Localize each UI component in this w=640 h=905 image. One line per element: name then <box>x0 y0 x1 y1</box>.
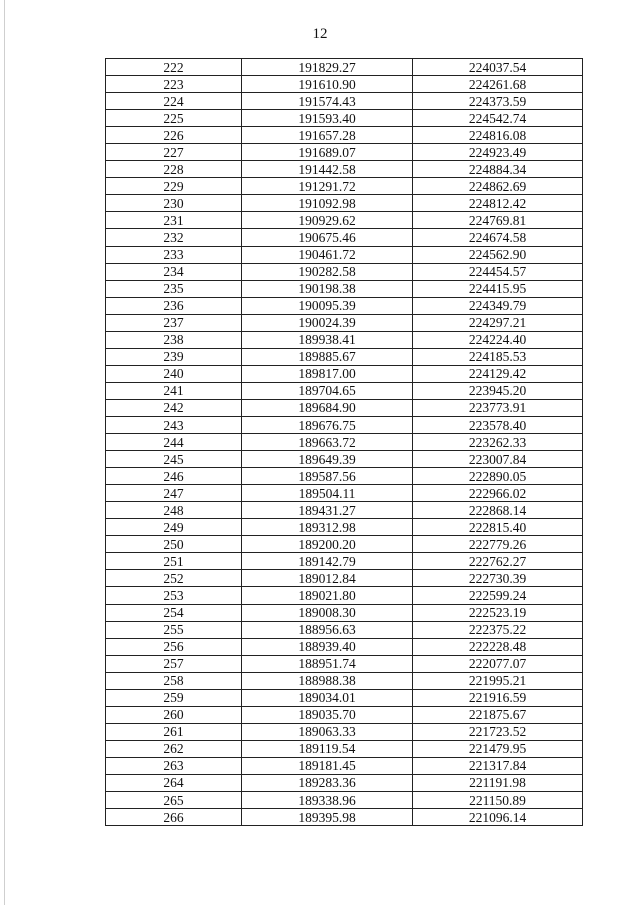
table-row <box>106 468 583 485</box>
x-coordinate-cell: 189663.72 <box>242 434 413 451</box>
table-row <box>106 297 583 314</box>
point-number-cell: 226 <box>106 127 242 144</box>
x-coordinate-cell: 189587.56 <box>242 468 413 485</box>
point-number-cell: 251 <box>106 553 242 570</box>
x-coordinate-cell: 189938.41 <box>242 331 413 348</box>
y-coordinate-cell: 224415.95 <box>413 280 583 297</box>
y-coordinate-cell: 222890.05 <box>413 468 583 485</box>
x-coordinate-cell: 189035.70 <box>242 706 413 723</box>
y-coordinate-cell: 224769.81 <box>413 212 583 229</box>
table-row <box>106 570 583 587</box>
point-number-cell: 257 <box>106 655 242 672</box>
y-coordinate-cell: 223007.84 <box>413 451 583 468</box>
x-coordinate-cell: 189817.00 <box>242 365 413 382</box>
y-coordinate-cell: 221995.21 <box>413 672 583 689</box>
y-coordinate-cell: 224674.58 <box>413 229 583 246</box>
x-coordinate-cell: 189008.30 <box>242 604 413 621</box>
y-coordinate-cell: 221191.98 <box>413 774 583 791</box>
x-coordinate-cell: 190095.39 <box>242 297 413 314</box>
y-coordinate-cell: 223578.40 <box>413 416 583 433</box>
point-number-cell: 225 <box>106 110 242 127</box>
table-row <box>106 757 583 774</box>
x-coordinate-cell: 191657.28 <box>242 127 413 144</box>
y-coordinate-cell: 222815.40 <box>413 519 583 536</box>
x-coordinate-cell: 188956.63 <box>242 621 413 638</box>
point-number-cell: 231 <box>106 212 242 229</box>
point-number-cell: 252 <box>106 570 242 587</box>
point-number-cell: 260 <box>106 706 242 723</box>
page-left-edge-rule <box>4 0 5 905</box>
table-row <box>106 706 583 723</box>
y-coordinate-cell: 222779.26 <box>413 536 583 553</box>
point-number-cell: 241 <box>106 382 242 399</box>
x-coordinate-cell: 189312.98 <box>242 519 413 536</box>
table-row <box>106 280 583 297</box>
y-coordinate-cell: 221723.52 <box>413 723 583 740</box>
table-row <box>106 416 583 433</box>
point-number-cell: 263 <box>106 757 242 774</box>
x-coordinate-cell: 189012.84 <box>242 570 413 587</box>
table-row <box>106 740 583 757</box>
table-row <box>106 127 583 144</box>
x-coordinate-cell: 190675.46 <box>242 229 413 246</box>
point-number-cell: 253 <box>106 587 242 604</box>
x-coordinate-cell: 189338.96 <box>242 792 413 809</box>
y-coordinate-cell: 224185.53 <box>413 348 583 365</box>
x-coordinate-cell: 190282.58 <box>242 263 413 280</box>
point-number-cell: 240 <box>106 365 242 382</box>
y-coordinate-cell: 222868.14 <box>413 502 583 519</box>
table-row <box>106 110 583 127</box>
x-coordinate-cell: 189200.20 <box>242 536 413 553</box>
page-number: 12 <box>312 26 328 42</box>
x-coordinate-cell: 189181.45 <box>242 757 413 774</box>
point-number-cell: 245 <box>106 451 242 468</box>
x-coordinate-cell: 191574.43 <box>242 93 413 110</box>
point-number-cell: 235 <box>106 280 242 297</box>
table-row <box>106 195 583 212</box>
table-row <box>106 348 583 365</box>
point-number-cell: 228 <box>106 161 242 178</box>
y-coordinate-cell: 222599.24 <box>413 587 583 604</box>
table-row <box>106 161 583 178</box>
table-row <box>106 792 583 809</box>
x-coordinate-cell: 189704.65 <box>242 382 413 399</box>
point-number-cell: 259 <box>106 689 242 706</box>
y-coordinate-cell: 221916.59 <box>413 689 583 706</box>
x-coordinate-cell: 189649.39 <box>242 451 413 468</box>
y-coordinate-cell: 224884.34 <box>413 161 583 178</box>
table-row <box>106 587 583 604</box>
x-coordinate-cell: 189063.33 <box>242 723 413 740</box>
x-coordinate-cell: 188951.74 <box>242 655 413 672</box>
point-number-cell: 248 <box>106 502 242 519</box>
table-row <box>106 621 583 638</box>
y-coordinate-cell: 221875.67 <box>413 706 583 723</box>
table-row <box>106 519 583 536</box>
table-row <box>106 263 583 280</box>
x-coordinate-cell: 191689.07 <box>242 144 413 161</box>
y-coordinate-cell: 221150.89 <box>413 792 583 809</box>
x-coordinate-cell: 189431.27 <box>242 502 413 519</box>
table-row <box>106 485 583 502</box>
point-number-cell: 233 <box>106 246 242 263</box>
y-coordinate-cell: 223262.33 <box>413 434 583 451</box>
y-coordinate-cell: 222762.27 <box>413 553 583 570</box>
table-row <box>106 604 583 621</box>
y-coordinate-cell: 224454.57 <box>413 263 583 280</box>
point-number-cell: 239 <box>106 348 242 365</box>
x-coordinate-cell: 191291.72 <box>242 178 413 195</box>
y-coordinate-cell: 224224.40 <box>413 331 583 348</box>
point-number-cell: 261 <box>106 723 242 740</box>
table-row <box>106 672 583 689</box>
table-row <box>106 246 583 263</box>
y-coordinate-cell: 223945.20 <box>413 382 583 399</box>
point-number-cell: 244 <box>106 434 242 451</box>
table-row <box>106 553 583 570</box>
point-number-cell: 255 <box>106 621 242 638</box>
x-coordinate-cell: 189676.75 <box>242 416 413 433</box>
table-row <box>106 382 583 399</box>
y-coordinate-cell: 221096.14 <box>413 809 583 826</box>
table-row <box>106 144 583 161</box>
y-coordinate-cell: 224816.08 <box>413 127 583 144</box>
y-coordinate-cell: 224349.79 <box>413 297 583 314</box>
point-number-cell: 227 <box>106 144 242 161</box>
y-coordinate-cell: 224129.42 <box>413 365 583 382</box>
point-number-cell: 237 <box>106 314 242 331</box>
point-number-cell: 264 <box>106 774 242 791</box>
x-coordinate-cell: 189021.80 <box>242 587 413 604</box>
table-row <box>106 809 583 826</box>
table-row <box>106 536 583 553</box>
table-row <box>106 59 583 76</box>
y-coordinate-cell: 221479.95 <box>413 740 583 757</box>
x-coordinate-cell: 191593.40 <box>242 110 413 127</box>
y-coordinate-cell: 224812.42 <box>413 195 583 212</box>
point-number-cell: 229 <box>106 178 242 195</box>
point-number-cell: 262 <box>106 740 242 757</box>
x-coordinate-cell: 190461.72 <box>242 246 413 263</box>
table-row <box>106 502 583 519</box>
point-number-cell: 254 <box>106 604 242 621</box>
table-row <box>106 76 583 93</box>
coordinates-table-body <box>106 59 583 826</box>
point-number-cell: 238 <box>106 331 242 348</box>
point-number-cell: 250 <box>106 536 242 553</box>
x-coordinate-cell: 189504.11 <box>242 485 413 502</box>
x-coordinate-cell: 191442.58 <box>242 161 413 178</box>
table-row <box>106 434 583 451</box>
point-number-cell: 230 <box>106 195 242 212</box>
x-coordinate-cell: 190024.39 <box>242 314 413 331</box>
y-coordinate-cell: 224261.68 <box>413 76 583 93</box>
point-number-cell: 232 <box>106 229 242 246</box>
point-number-cell: 234 <box>106 263 242 280</box>
x-coordinate-cell: 191610.90 <box>242 76 413 93</box>
x-coordinate-cell: 189119.54 <box>242 740 413 757</box>
y-coordinate-cell: 222966.02 <box>413 485 583 502</box>
table-row <box>106 689 583 706</box>
x-coordinate-cell: 189034.01 <box>242 689 413 706</box>
x-coordinate-cell: 189885.67 <box>242 348 413 365</box>
x-coordinate-cell: 189395.98 <box>242 809 413 826</box>
y-coordinate-cell: 221317.84 <box>413 757 583 774</box>
table-row <box>106 655 583 672</box>
y-coordinate-cell: 222730.39 <box>413 570 583 587</box>
table-row <box>106 331 583 348</box>
table-row <box>106 774 583 791</box>
y-coordinate-cell: 222375.22 <box>413 621 583 638</box>
point-number-cell: 223 <box>106 76 242 93</box>
x-coordinate-cell: 188988.38 <box>242 672 413 689</box>
point-number-cell: 247 <box>106 485 242 502</box>
point-number-cell: 224 <box>106 93 242 110</box>
point-number-cell: 249 <box>106 519 242 536</box>
point-number-cell: 242 <box>106 399 242 416</box>
table-row <box>106 93 583 110</box>
y-coordinate-cell: 224373.59 <box>413 93 583 110</box>
x-coordinate-cell: 191092.98 <box>242 195 413 212</box>
point-number-cell: 246 <box>106 468 242 485</box>
point-number-cell: 243 <box>106 416 242 433</box>
point-number-cell: 266 <box>106 809 242 826</box>
y-coordinate-cell: 224037.54 <box>413 59 583 76</box>
coordinates-table <box>105 58 583 826</box>
table-row <box>106 638 583 655</box>
table-row <box>106 723 583 740</box>
x-coordinate-cell: 188939.40 <box>242 638 413 655</box>
point-number-cell: 222 <box>106 59 242 76</box>
x-coordinate-cell: 191829.27 <box>242 59 413 76</box>
x-coordinate-cell: 190929.62 <box>242 212 413 229</box>
table-row <box>106 229 583 246</box>
x-coordinate-cell: 189142.79 <box>242 553 413 570</box>
y-coordinate-cell: 222228.48 <box>413 638 583 655</box>
y-coordinate-cell: 224542.74 <box>413 110 583 127</box>
point-number-cell: 265 <box>106 792 242 809</box>
x-coordinate-cell: 189684.90 <box>242 399 413 416</box>
table-row <box>106 451 583 468</box>
y-coordinate-cell: 224297.21 <box>413 314 583 331</box>
x-coordinate-cell: 189283.36 <box>242 774 413 791</box>
table-row <box>106 365 583 382</box>
table-row <box>106 178 583 195</box>
y-coordinate-cell: 224562.90 <box>413 246 583 263</box>
y-coordinate-cell: 222077.07 <box>413 655 583 672</box>
table-row <box>106 212 583 229</box>
table-row <box>106 399 583 416</box>
y-coordinate-cell: 224923.49 <box>413 144 583 161</box>
point-number-cell: 258 <box>106 672 242 689</box>
point-number-cell: 256 <box>106 638 242 655</box>
y-coordinate-cell: 223773.91 <box>413 399 583 416</box>
y-coordinate-cell: 224862.69 <box>413 178 583 195</box>
x-coordinate-cell: 190198.38 <box>242 280 413 297</box>
point-number-cell: 236 <box>106 297 242 314</box>
table-row <box>106 314 583 331</box>
y-coordinate-cell: 222523.19 <box>413 604 583 621</box>
